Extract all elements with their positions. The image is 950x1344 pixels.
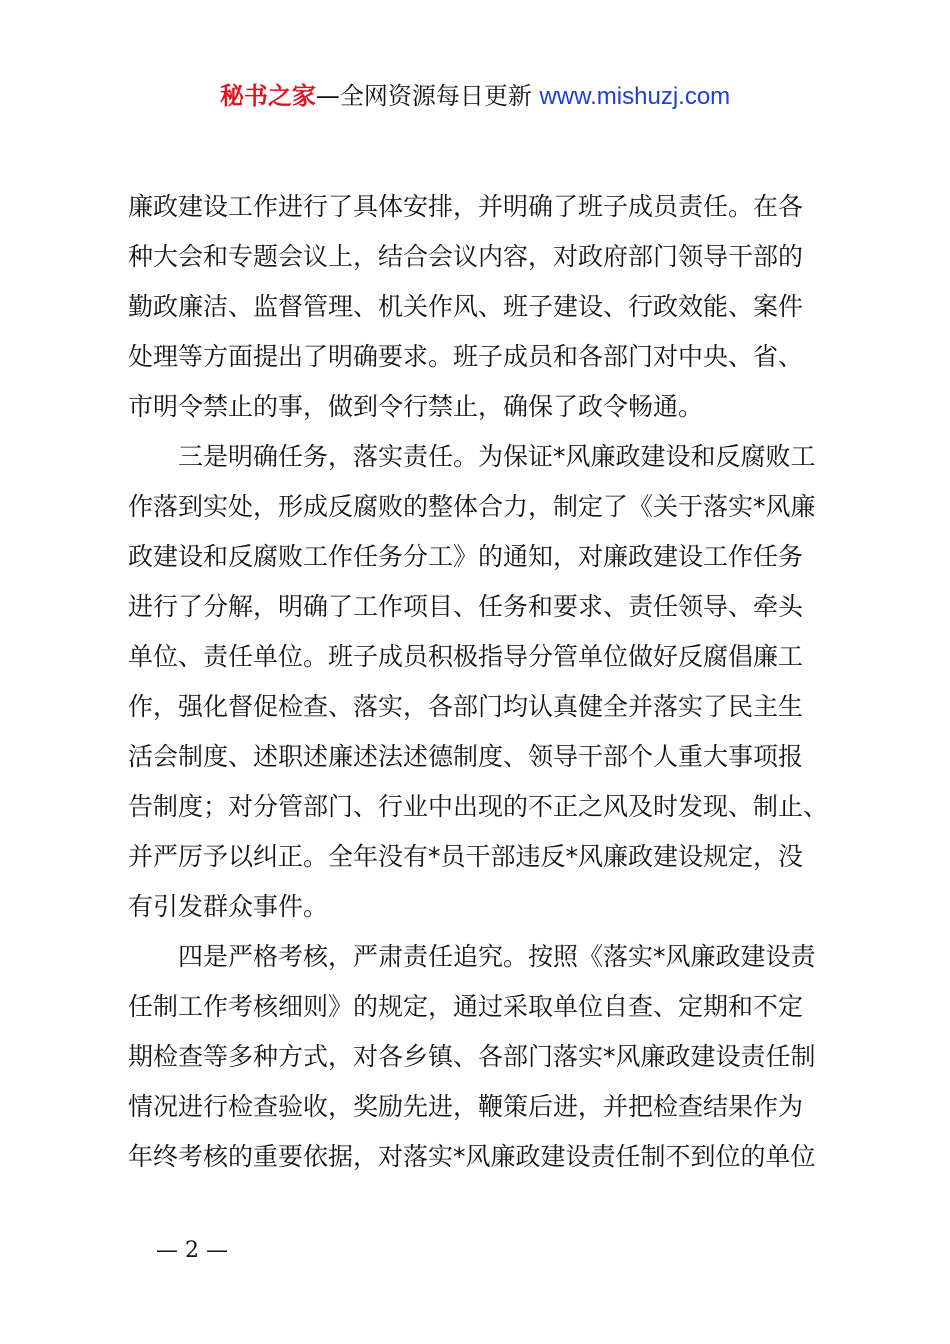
document-body bbox=[128, 182, 828, 1182]
paragraph-start-line: 四是严格考核，严肃责任追究。按照《落实*风廉政建设责 bbox=[178, 942, 816, 971]
text-line: 作，强化督促检查、落实，各部门均认真健全并落实了民主生 bbox=[128, 692, 804, 721]
text-line: 进行了分解，明确了工作项目、任务和要求、责任领导、牵头 bbox=[128, 592, 804, 621]
text-line: 活会制度、述职述廉述法述德制度、领导干部个人重大事项报 bbox=[128, 742, 804, 771]
paragraph-start-line: 三是明确任务，落实责任。为保证*风廉政建设和反腐败工 bbox=[178, 442, 816, 471]
text-line: 并严厉予以纠正。全年没有*员干部违反*风廉政建设规定，没 bbox=[128, 842, 804, 871]
text-line: 有引发群众事件。 bbox=[128, 892, 329, 921]
page-number: — 2 — bbox=[156, 1238, 228, 1263]
text-line: 期检查等多种方式，对各乡镇、各部门落实*风廉政建设责任制 bbox=[128, 1042, 816, 1071]
text-line: 作落到实处，形成反腐败的整体合力，制定了《关于落实*风廉 bbox=[128, 492, 816, 521]
site-brand: 秘书之家 bbox=[219, 82, 316, 110]
site-tagline: —全网资源每日更新 bbox=[315, 82, 532, 110]
text-line: 任制工作考核细则》的规定，通过采取单位自查、定期和不定 bbox=[128, 992, 804, 1021]
text-line: 处理等方面提出了明确要求。班子成员和各部门对中央、省、 bbox=[128, 342, 804, 371]
text-line: 告制度；对分管部门、行业中出现的不正之风及时发现、制止、 bbox=[128, 792, 829, 821]
text-line: 单位、责任单位。班子成员积极指导分管单位做好反腐倡廉工 bbox=[128, 642, 804, 671]
text-line: 勤政廉洁、监督管理、机关作风、班子建设、行政效能、案件 bbox=[128, 292, 804, 321]
site-url-link[interactable]: www.mishuzj.com bbox=[539, 83, 731, 110]
text-line: 市明令禁止的事，做到令行禁止，确保了政令畅通。 bbox=[128, 392, 704, 421]
site-header bbox=[0, 80, 950, 113]
text-line: 情况进行检查验收，奖励先进，鞭策后进，并把检查结果作为 bbox=[128, 1092, 804, 1121]
text-line: 廉政建设工作进行了具体安排，并明确了班子成员责任。在各 bbox=[128, 192, 804, 221]
text-line: 年终考核的重要依据，对落实*风廉政建设责任制不到位的单位 bbox=[128, 1142, 816, 1171]
text-line: 种大会和专题会议上，结合会议内容，对政府部门领导干部的 bbox=[128, 242, 804, 271]
text-line: 政建设和反腐败工作任务分工》的通知，对廉政建设工作任务 bbox=[128, 542, 804, 571]
